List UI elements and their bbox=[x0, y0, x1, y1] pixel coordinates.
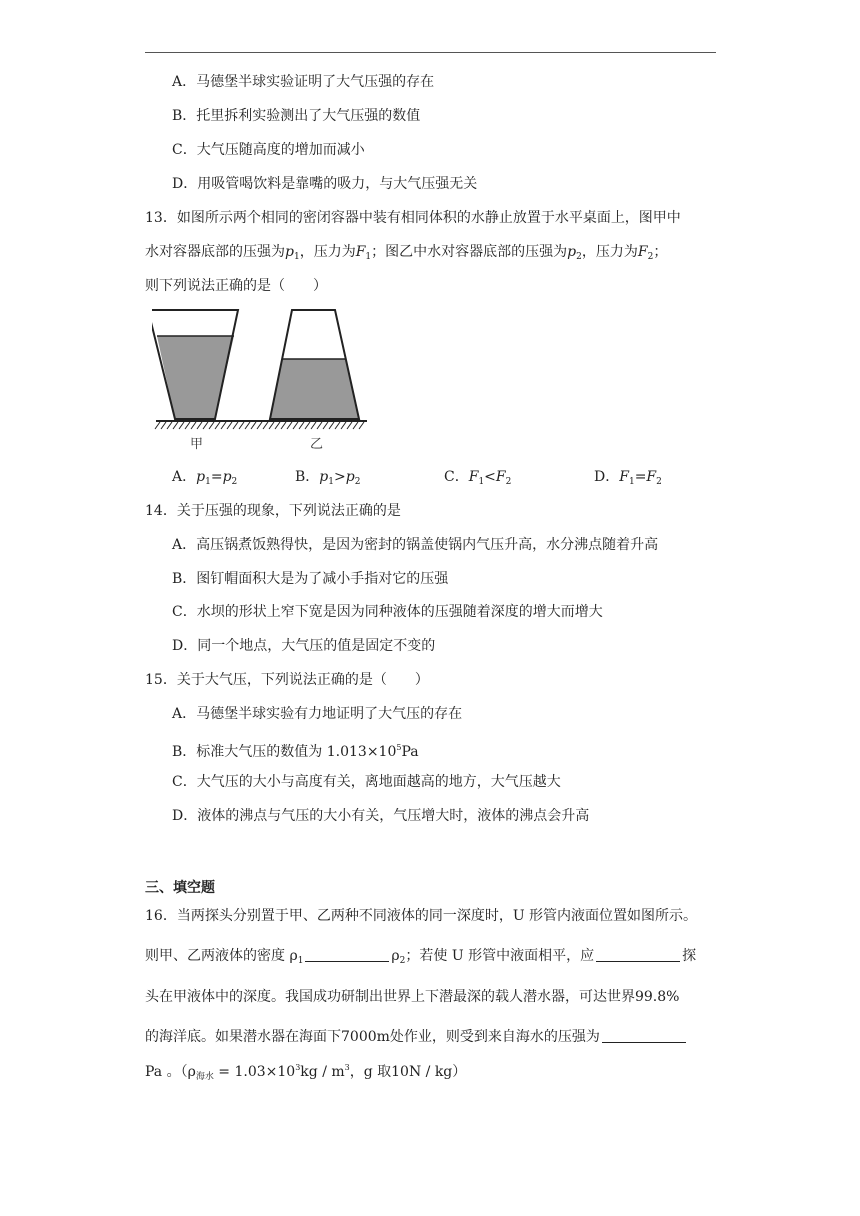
q14-option-c: C．水坝的形状上窄下宽是因为同种液体的压强随着深度的增大而增大 bbox=[172, 604, 603, 620]
q13-option-b: B．$p_1>p_2$ bbox=[295, 469, 361, 487]
q15-option-d: D．液体的沸点与气压的大小有关，气压增大时，液体的沸点会升高 bbox=[172, 808, 590, 824]
container-jia-water bbox=[157, 336, 234, 419]
blank-3[interactable] bbox=[602, 1028, 686, 1043]
container-figure bbox=[152, 306, 374, 456]
q12-option-a: A．马德堡半球实验证明了大气压强的存在 bbox=[172, 74, 435, 90]
q13-stem-line2: 水对容器底部的压强为$p_1$，压力为$F_1$；图乙中水对容器底部的压强为$p_2$，压力为$F_2$； bbox=[145, 244, 668, 262]
q13-option-a: A．$p_1=p_2$ bbox=[172, 469, 238, 487]
top-divider bbox=[145, 52, 716, 53]
q16-line4: 的海洋底。如果潜水器在海面下7000m处作业，则受到来自海水的压强为 bbox=[145, 1027, 688, 1047]
container-yi-water bbox=[270, 359, 359, 419]
q15-stem: 15．关于大气压，下列说法正确的是（ ） bbox=[145, 672, 429, 688]
q16-line5: Pa 。（$\rho_{海水} = 1.03\times 10^3kg / m^3$，g 取10N / kg） bbox=[145, 1063, 467, 1082]
q12-option-b: B．托里拆利实验测出了大气压强的数值 bbox=[172, 108, 421, 124]
table-hatching bbox=[155, 422, 364, 429]
label-yi: 乙 bbox=[310, 437, 324, 452]
q13-stem-line3: 则下列说法正确的是（ ） bbox=[145, 278, 327, 294]
q13-stem-line1: 13．如图所示两个相同的密闭容器中装有相同体积的水静止放置于水平桌面上，图甲中 bbox=[145, 210, 681, 226]
q12-option-d: D．用吸管喝饮料是靠嘴的吸力，与大气压强无关 bbox=[172, 176, 478, 192]
q15-option-c: C．大气压的大小与高度有关，离地面越高的地方，大气压越大 bbox=[172, 774, 561, 790]
section-title: 三、填空题 bbox=[145, 880, 215, 896]
q13-option-d: D．$F_1=F_2$ bbox=[594, 469, 662, 487]
q14-stem: 14．关于压强的现象，下列说法正确的是 bbox=[145, 503, 401, 519]
q14-option-a: A．高压锅煮饭熟得快，是因为密封的锅盖使锅内气压升高，水分沸点随着升高 bbox=[172, 537, 659, 553]
q12-option-c: C．大气压随高度的增加而减小 bbox=[172, 142, 365, 158]
q13-option-c: C．$F_1<F_2$ bbox=[444, 469, 512, 487]
q14-option-b: B．图钉帽面积大是为了减小手指对它的压强 bbox=[172, 571, 449, 587]
label-jia: 甲 bbox=[190, 437, 204, 452]
q15-option-b: B．标准大气压的数值为 $1.013\times 10^5Pa$ bbox=[172, 743, 419, 760]
q16-line1: 16．当两探头分别置于甲、乙两种不同液体的同一深度时，U 形管内液面位置如图所示。 bbox=[145, 908, 698, 924]
q16-line2: 则甲、乙两液体的密度 $\rho_1$ $\rho_2$；若使 U 形管中液面相平，应 探 bbox=[145, 948, 697, 966]
blank-2[interactable] bbox=[596, 947, 680, 962]
blank-1[interactable] bbox=[305, 947, 389, 962]
q16-line3: 头在甲液体中的深度。我国成功研制出世界上下潜最深的载人潜水器，可达世界99.8% bbox=[145, 989, 680, 1005]
q15-option-a: A．马德堡半球实验有力地证明了大气压的存在 bbox=[172, 706, 463, 722]
q14-option-d: D．同一个地点，大气压的值是固定不变的 bbox=[172, 638, 436, 654]
